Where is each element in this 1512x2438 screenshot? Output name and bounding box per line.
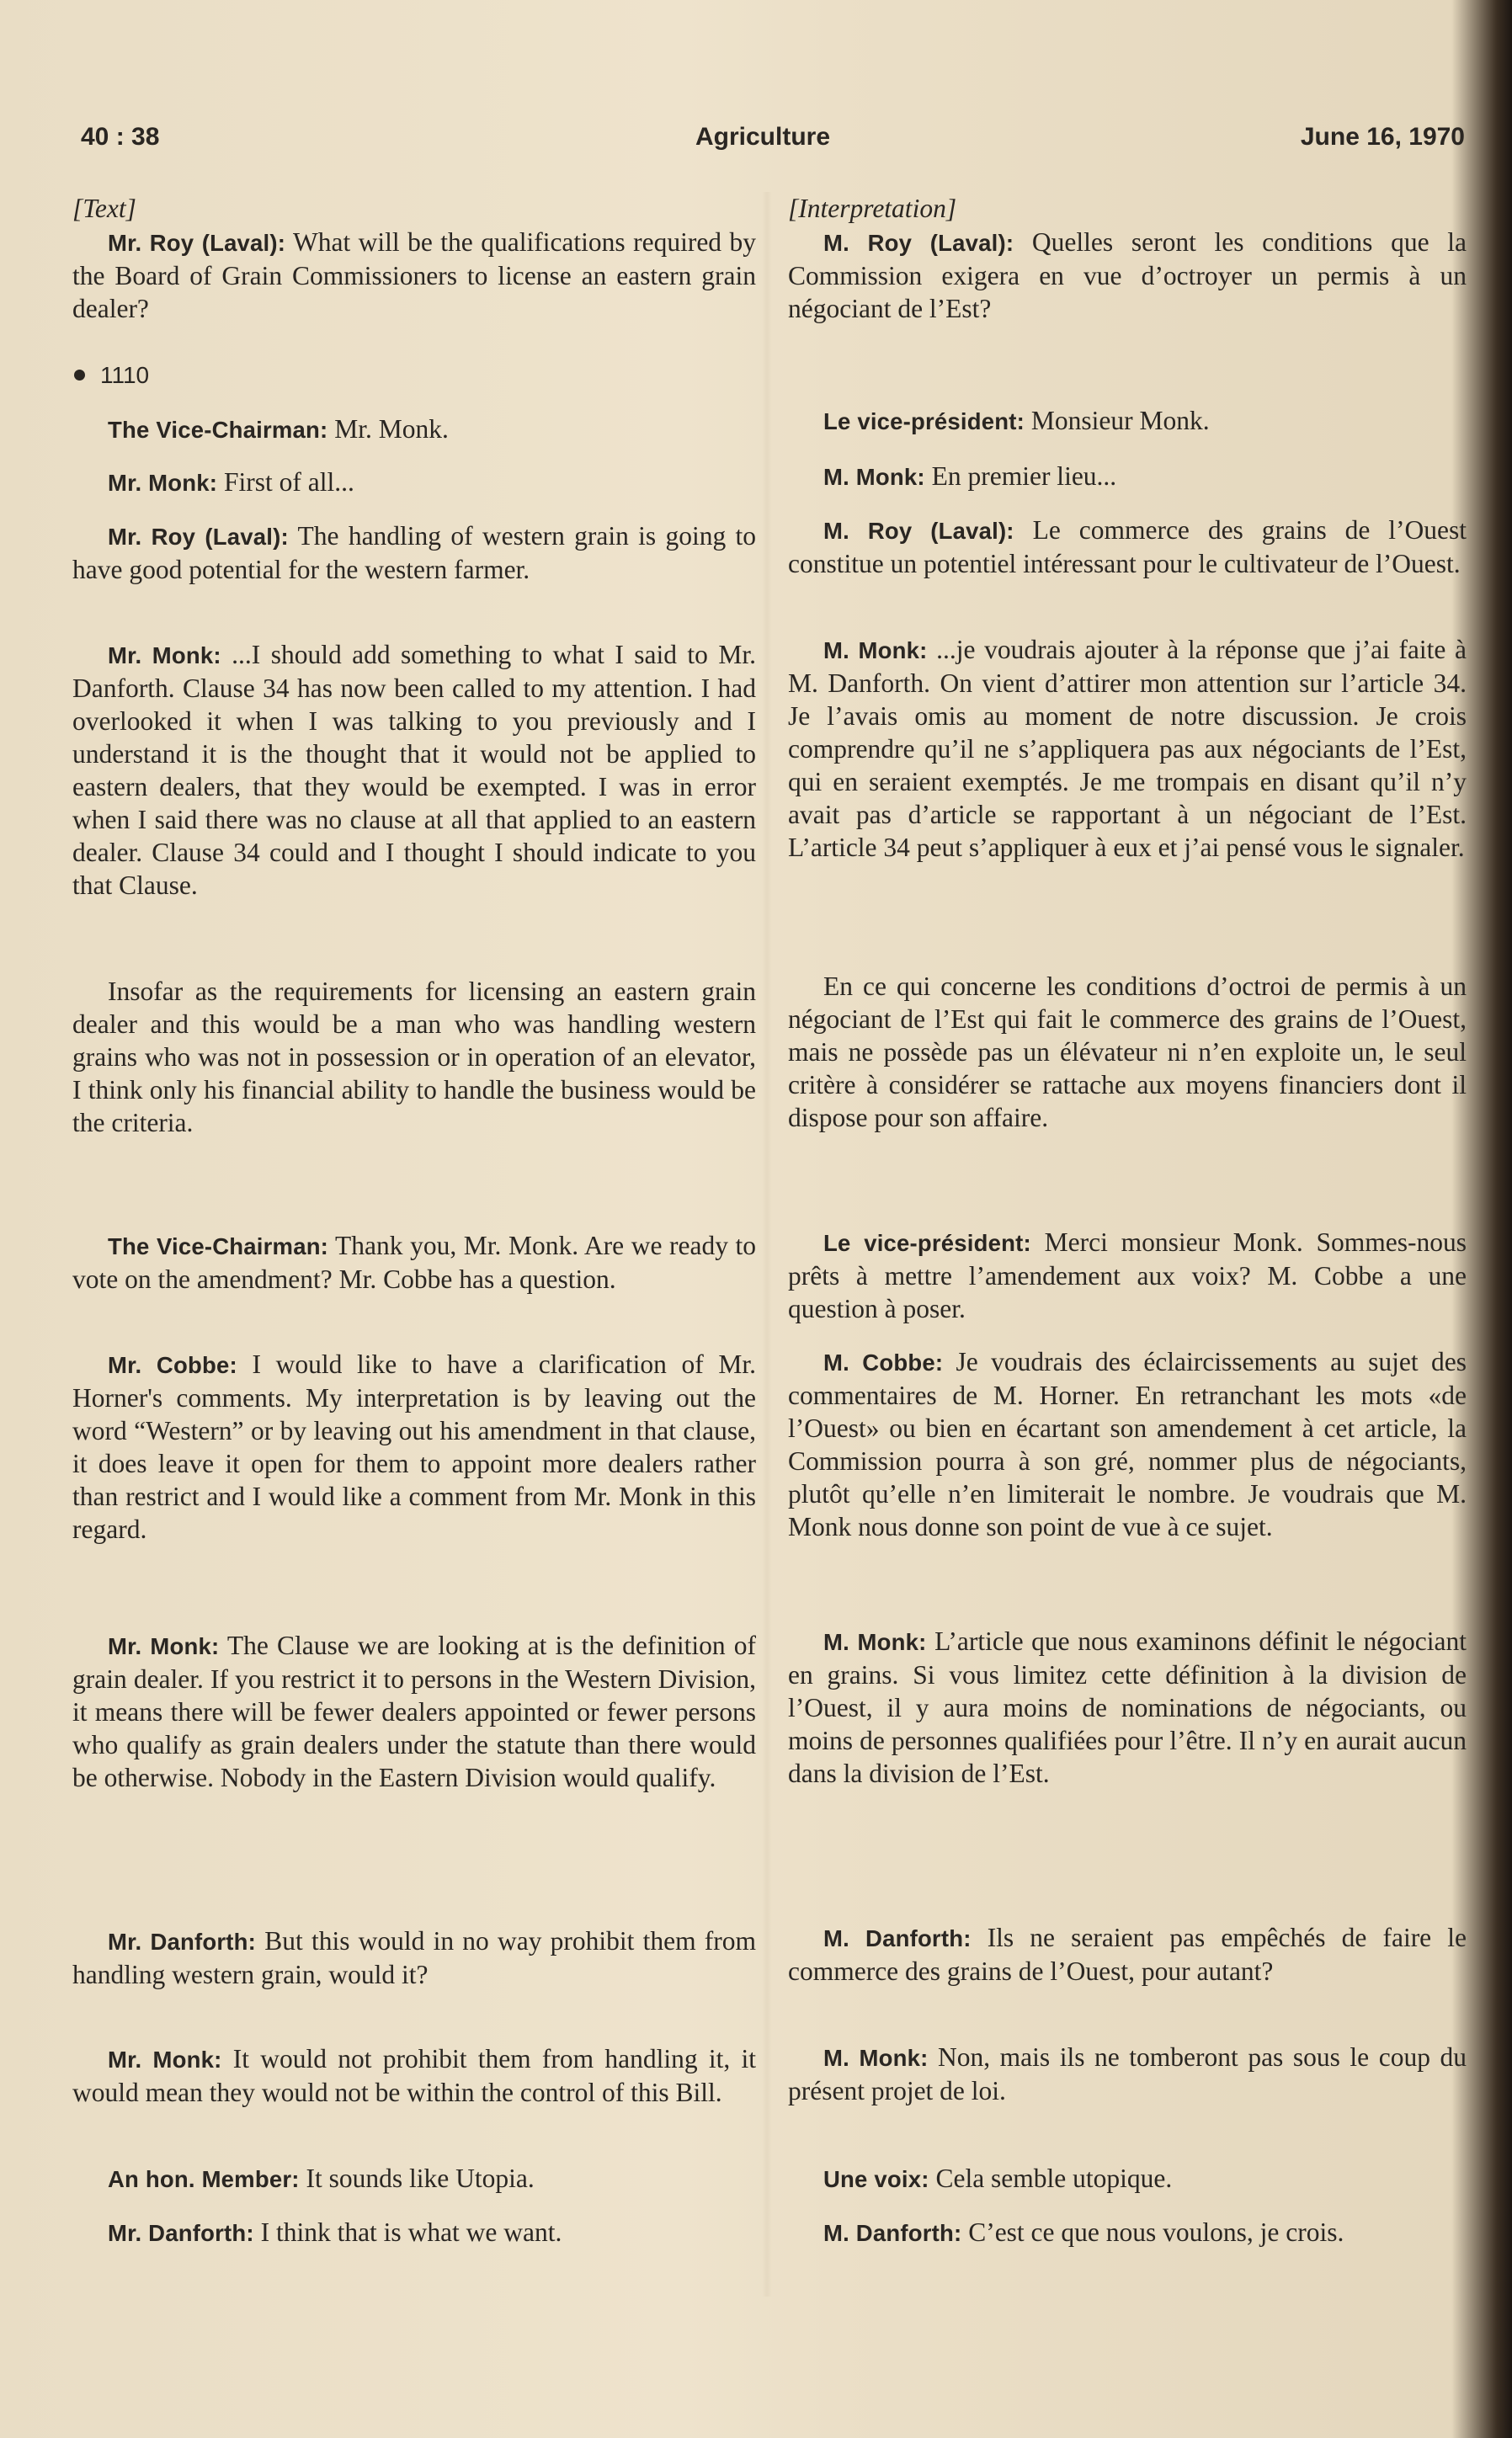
paragraph: Le vice-président: Merci monsieur Monk. Sommes-nous prêts à mettre l’amendement aux voix? M. Cobbe a une question à poser. xyxy=(788,1227,1467,1323)
paragraph: Mr. Monk: It would not prohibit them from handling it, it would mean they would not be within the control of this Bill. xyxy=(72,2044,756,2107)
speaker: Mr. Danforth: xyxy=(108,2220,254,2246)
paragraph: M. Monk: En premier lieu... xyxy=(823,461,1117,491)
paragraph: Mr. Roy (Laval): What will be the qualifications required by the Board of Grain Commissioners to license an eastern grain dealer? xyxy=(72,227,757,323)
paragraph: M. Danforth: Ils ne seraient pas empêchés de faire le commerce des grains de l’Ouest, pour autant? xyxy=(788,1923,1467,1986)
speaker: Mr. Roy (Laval): xyxy=(108,524,289,550)
speaker: Mr. Monk: xyxy=(108,642,221,668)
speaker: Une voix: xyxy=(823,2166,929,2192)
time-marker: 1110 xyxy=(72,359,756,391)
page-number: 40 : 38 xyxy=(81,123,160,151)
paragraph: An hon. Member: It sounds like Utopia. xyxy=(108,2164,535,2193)
paragraph: Mr. Cobbe: I would like to have a clarification of Mr. Horner's comments. My interpretation is by leaving out the word “Western” or by leaving out his amendment in that clause, it does leave it open for them to appoint more dealers rather than restrict and I would like a comment from Mr. Monk in this regard. xyxy=(72,1349,756,1544)
paragraph: M. Monk: Non, mais ils ne tomberont pas sous le coup du présent projet de loi. xyxy=(788,2042,1467,2105)
bullet-icon xyxy=(74,370,85,381)
paragraph: Insofar as the requirements for licensing an eastern grain dealer and this would be a man who was handling western grains who was not in possession or in operation of an elevator, I think only his financial ability to handle the business would be the criteria. xyxy=(72,977,756,1137)
paragraph: The Vice-Chairman: Mr. Monk. xyxy=(108,414,449,444)
running-head xyxy=(81,123,1465,160)
column-gutter xyxy=(762,192,772,2297)
speaker: M. Monk: xyxy=(823,2045,929,2071)
paragraph: M. Roy (Laval): Quelles seront les conditions que la Commission exigera en vue d’octroyer un permis à un négociant de l’Est? xyxy=(788,227,1467,323)
speaker: M. Danforth: xyxy=(823,2220,962,2246)
paragraph: M. Monk: ...je voudrais ajouter à la réponse que j’ai faite à M. Danforth. On vient d’attirer mon attention sur l’article 34. Je l’avais omis au moment de notre discussion. Je crois comprendre qu’il ne s’appliquera pas aux négociants de l’Est, qui en seraient exemptés. Je me trompais en disant qu’il n’y avait pas d’article se rapportant à un négociant de l’Est. L’article 34 peut s’appliquer à eux et j’ai pensé vous le signaler. xyxy=(788,635,1467,862)
speaker: M. Roy (Laval): xyxy=(823,518,1014,544)
paragraph: Mr. Monk: ...I should add something to what I said to Mr. Danforth. Clause 34 has now been called to my attention. I had overlooked it when I was talking to you previously and I understand it is the thought that it would not be applied to eastern dealers, that they would be exempted. I was in error when I said there was no clause at all that applied to an eastern dealer. Clause 34 could and I thought I should indicate to you that Clause. xyxy=(72,640,757,900)
speaker: Mr. Monk: xyxy=(108,2047,222,2073)
speaker: The Vice-Chairman: xyxy=(108,417,328,443)
speaker: Le vice-président: xyxy=(823,1230,1031,1256)
speaker: Mr. Monk: xyxy=(108,470,218,496)
speaker: Mr. Danforth: xyxy=(108,1929,257,1955)
speaker: Mr. Monk: xyxy=(108,1633,220,1659)
speaker: M. Cobbe: xyxy=(823,1349,944,1376)
text-label: [Text] xyxy=(72,194,136,223)
speaker: M. Monk: xyxy=(823,464,925,490)
speaker: M. Roy (Laval): xyxy=(823,230,1014,256)
speaker: M. Danforth: xyxy=(823,1925,972,1951)
paragraph: Mr. Roy (Laval): The handling of western grain is going to have good potential for the western farmer. xyxy=(72,521,756,584)
text-label: [Interpretation] xyxy=(788,194,957,223)
speaker: Mr. Cobbe: xyxy=(108,1352,237,1378)
speaker: M. Monk: xyxy=(823,1629,927,1655)
paragraph: Mr. Monk: First of all... xyxy=(108,467,354,497)
paragraph: M. Roy (Laval): Le commerce des grains de l’Ouest constitue un potentiel intéressant pour le cultivateur de l’Ouest. xyxy=(788,515,1467,578)
paragraph: Mr. Monk: The Clause we are looking at is the definition of grain dealer. If you restrict it to persons in the Western Division, it means there will be fewer dealers appointed or fewer persons who qualify as grain dealers under the statute than there would be otherwise. Nobody in the Eastern Division would qualify. xyxy=(72,1631,756,1792)
speaker: Mr. Roy (Laval): xyxy=(108,230,286,256)
page-date: June 16, 1970 xyxy=(1300,123,1465,151)
paragraph: M. Cobbe: Je voudrais des éclaircissements au sujet des commentaires de M. Horner. En retranchant les mots «de l’Ouest» ou bien en écartant son amendement à cet article, la Commission pourra à son gré, nommer plus de négociants, plutôt qu’elle n’en limiterait le nombre. Je voudrais que M. Monk nous donne son point de vue à ce sujet. xyxy=(788,1347,1467,1541)
paragraph: En ce qui concerne les conditions d’octroi de permis à un négociant de l’Est qui fait le commerce des grains de l’Ouest, mais ne possède pas un élévateur ni n’en exploite un, le seul critère à considérer se rattache aux moyens financiers dont il dispose pour son affaire. xyxy=(788,971,1467,1132)
speaker: An hon. Member: xyxy=(108,2166,300,2192)
paragraph: Mr. Danforth: But this would in no way prohibit them from handling western grain, would it? xyxy=(72,1926,757,1989)
speaker: M. Monk: xyxy=(823,637,928,663)
paragraph: The Vice-Chairman: Thank you, Mr. Monk. Are we ready to vote on the amendment? Mr. Cobbe has a question. xyxy=(72,1231,757,1294)
paragraph: M. Danforth: C’est ce que nous voulons, je crois. xyxy=(823,2217,1344,2247)
paragraph: M. Monk: L’article que nous examinons définit le négociant en grains. Si vous limitez cette définition à la division de l’Ouest, il y aura moins de nominations de négociants, ou moins de personnes qualifiées pour l’être. Il n’y en aurait aucun dans la division de l’Est. xyxy=(788,1626,1467,1788)
section-title: Agriculture xyxy=(695,123,831,151)
speaker: The Vice-Chairman: xyxy=(108,1233,329,1259)
paragraph: Une voix: Cela semble utopique. xyxy=(823,2164,1173,2193)
paragraph: Mr. Danforth: I think that is what we want. xyxy=(108,2217,562,2247)
paragraph: Le vice-président: Monsieur Monk. xyxy=(823,406,1210,435)
speaker: Le vice-président: xyxy=(823,408,1025,434)
